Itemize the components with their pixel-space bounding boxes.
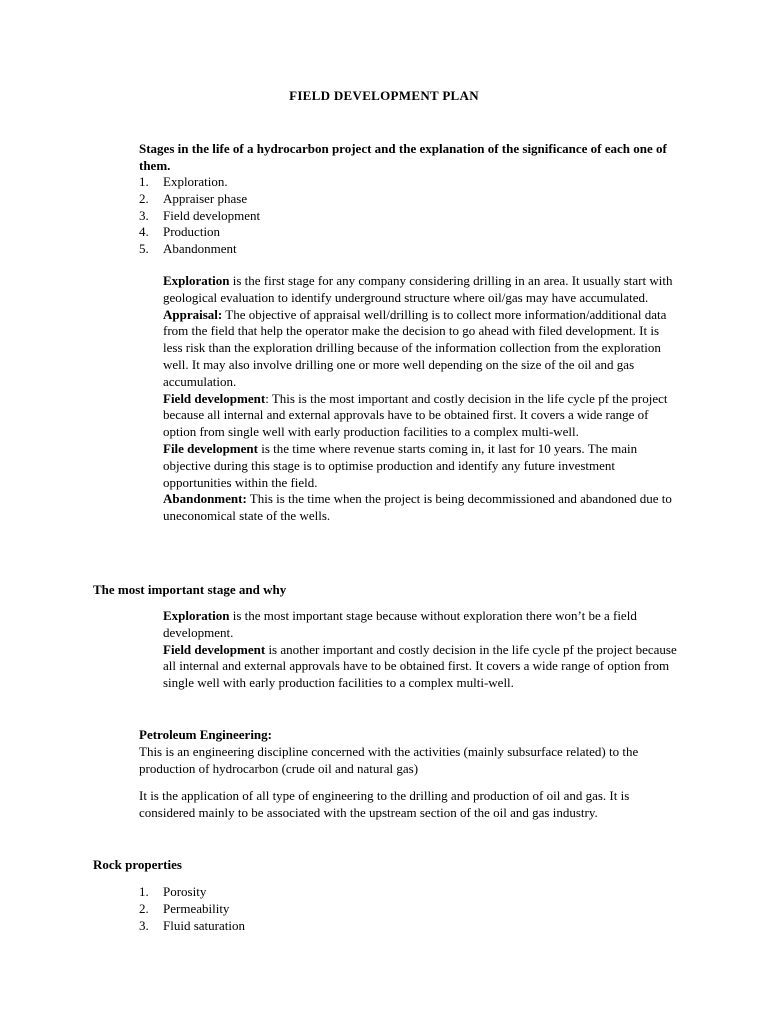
important-field-development-paragraph (163, 642, 681, 692)
paragraph-term: File development (163, 440, 258, 456)
paragraph-text: is another important and costly decision in the life cycle pf the project because all internal and external approvals have to be obtained first. It covers a wide range of option from single well with early production facilities to a complex multi-well. (163, 641, 677, 691)
important-stage-section (163, 608, 681, 692)
list-number: 2. (139, 190, 149, 206)
abandonment-paragraph (163, 491, 681, 525)
paragraph-text: is the time where revenue starts coming in, it last for 10 years. The main objective during this stage is to optimise production and identify any future investment opportunities within the field. (163, 440, 638, 490)
paragraph-text: is the first stage for any company considering drilling in an area. It usually start with geological evaluation to identify underground structure where oil/gas may have accumulated. (163, 273, 673, 305)
exploration-paragraph (163, 273, 681, 307)
stages-intro-heading: Stages in the life of a hydrocarbon project and the explanation of the significance of each one of them. (139, 141, 667, 173)
paragraph-text: : This is the most important and costly decision in the life cycle pf the project because all internal and external approvals have to be obtained first. It covers a wide range of option from single well with early production facilities to a complex multi-well. (163, 390, 668, 440)
list-label: Porosity (163, 884, 207, 899)
list-item (139, 884, 245, 901)
paragraph-term: Field development (163, 641, 266, 657)
paragraph-term: Exploration (163, 273, 230, 288)
rock-properties-heading: Rock properties (93, 857, 182, 872)
paragraph-text: is the most important stage because without exploration there won’t be a field development. (163, 608, 637, 640)
list-item (139, 901, 245, 918)
list-label: Appraiser phase (163, 190, 248, 206)
paragraph-text: The objective of appraisal well/drilling is to collect more information/additional data from the field that help the operator make the decision to go ahead with filed development. It is less risk than the exploration drilling because of the information collection from the exploration well. It may also involve drilling one or more well depending on the size of the oil and gas accumulation. (163, 306, 667, 389)
stage-explanations (163, 273, 681, 525)
stages-list (139, 174, 260, 258)
list-number: 1. (139, 174, 149, 189)
paragraph-term: Appraisal: (163, 306, 223, 322)
list-item (139, 918, 245, 935)
petroleum-engineering-heading: Petroleum Engineering: (139, 727, 272, 742)
document-title: FIELD DEVELOPMENT PLAN (289, 88, 479, 103)
petroleum-application: It is the application of all type of engineering to the drilling and production of oil and gas. It is considered mainly to be associated with the upstream section of the oil and gas industry. (139, 788, 630, 820)
important-stage-heading: The most important stage and why (93, 582, 287, 597)
list-label: Exploration. (163, 174, 228, 189)
paragraph-term: Exploration (163, 608, 230, 623)
list-item (139, 174, 260, 191)
list-label: Field development (163, 207, 261, 223)
list-number: 4. (139, 224, 149, 240)
list-item (139, 224, 260, 241)
list-item (139, 191, 260, 208)
paragraph-text: This is the time when the project is being decommissioned and abandoned due to uneconomical state of the wells. (163, 491, 672, 524)
petroleum-definition: This is an engineering discipline concerned with the activities (mainly subsurface related) to the production of hydrocarbon (crude oil and natural gas) (139, 744, 639, 776)
list-number: 5. (139, 241, 149, 257)
paragraph-term: Abandonment: (163, 491, 247, 507)
production-paragraph (163, 441, 681, 491)
important-exploration-paragraph (163, 608, 681, 642)
list-number: 3. (139, 917, 149, 933)
paragraph-term: Field development (163, 390, 266, 406)
list-item (139, 208, 260, 225)
list-number: 2. (139, 900, 149, 916)
rock-properties-list (139, 884, 245, 934)
list-label: Abandonment (163, 241, 237, 257)
list-number: 1. (139, 884, 149, 899)
list-item (139, 241, 260, 258)
appraisal-paragraph (163, 307, 681, 391)
list-number: 3. (139, 207, 149, 223)
list-label: Fluid saturation (163, 917, 245, 933)
list-label: Production (163, 224, 221, 240)
list-label: Permeability (163, 900, 230, 916)
field-development-paragraph (163, 391, 681, 441)
